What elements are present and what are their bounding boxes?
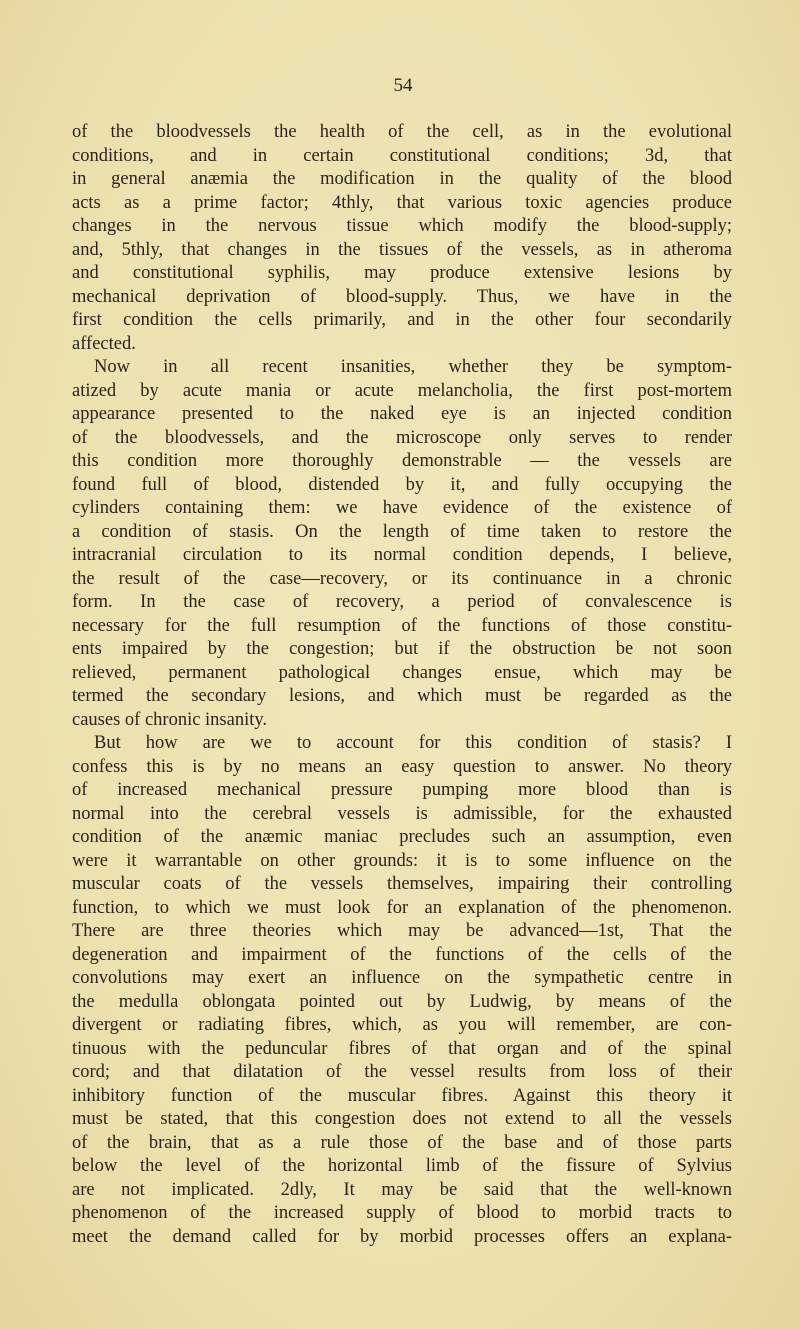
text-line: termed the secondary lesions, and which must be regarded as the: [72, 686, 732, 706]
text-line: appearance presented to the naked eye is an injected condition: [72, 404, 732, 424]
text-line: conditions, and in certain constitutional conditions; 3d, that: [72, 145, 732, 166]
text-line: changes in the nervous tissue which modify the blood-supply;: [72, 216, 732, 236]
text-line: meet the demand called for by morbid processes offers an explana-: [72, 1226, 732, 1247]
text-line: phenomenon of the increased supply of blood to morbid tracts to: [72, 1203, 732, 1223]
text-line: confess this is by no means an easy question to answer. No theory: [72, 756, 732, 777]
text-line: muscular coats of the vessels themselves, impairing their controlling: [72, 874, 732, 894]
text-line: But how are we to account for this condition of stasis? I: [94, 733, 732, 753]
text-line: in general anæmia the modification in the quality of the blood: [72, 169, 732, 189]
text-line: and, 5thly, that changes in the tissues of the vessels, as in atheroma: [72, 239, 732, 260]
text-line: There are three theories which may be advanced—1st, That the: [72, 921, 732, 941]
text-line: relieved, permanent pathological changes ensue, which may be: [72, 662, 732, 683]
text-line: of the bloodvessels the health of the cell, as in the evolutional: [72, 122, 732, 142]
text-line: of the brain, that as a rule those of the base and of those parts: [72, 1132, 732, 1153]
text-line: of increased mechanical pressure pumping more blood than is: [72, 780, 732, 800]
text-line: ents impaired by the congestion; but if the obstruction be not soon: [72, 639, 732, 659]
text-line: inhibitory function of the muscular fibres. Against this theory it: [72, 1085, 732, 1106]
text-line: must be stated, that this congestion does not extend to all the vessels: [72, 1109, 732, 1129]
text-line: the medulla oblongata pointed out by Ludwig, by means of the: [72, 991, 732, 1012]
text-line: necessary for the full resumption of the functions of those constitu-: [72, 615, 732, 636]
text-line: affected.: [72, 333, 136, 354]
text-line: are not implicated. 2dly, It may be said that the well-known: [72, 1179, 732, 1200]
text-line: cylinders containing them: we have evidence of the existence of: [72, 498, 732, 518]
text-line: form. In the case of recovery, a period of convalescence is: [72, 592, 732, 612]
text-line: this condition more thoroughly demonstrable — the vessels are: [72, 451, 732, 471]
text-line: causes of chronic insanity.: [72, 709, 268, 730]
text-line: first condition the cells primarily, and in the other four secondarily: [72, 310, 732, 330]
text-line: found full of blood, distended by it, and fully occupying the: [72, 474, 732, 495]
text-line: normal into the cerebral vessels is admissible, for the exhausted: [72, 803, 732, 824]
text-line: cord; and that dilatation of the vessel results from loss of their: [72, 1062, 732, 1082]
text-line: the result of the case—recovery, or its continuance in a chronic: [72, 568, 732, 589]
page-body-text: [72, 121, 732, 1249]
text-line: condition of the anæmic maniac precludes such an assumption, even: [72, 827, 732, 847]
text-line: function, to which we must look for an explanation of the phenomenon.: [72, 897, 732, 918]
page-number: 54: [393, 75, 413, 96]
text-line: were it warrantable on other grounds: it is to some influence on the: [72, 850, 732, 871]
text-line: tinuous with the peduncular fibres of that organ and of the spinal: [72, 1038, 732, 1059]
text-line: of the bloodvessels, and the microscope only serves to render: [72, 427, 732, 448]
text-line: intracranial circulation to its normal condition depends, I believe,: [72, 545, 732, 565]
text-line: degeneration and impairment of the functions of the cells of the: [72, 944, 732, 965]
text-line: acts as a prime factor; 4thly, that various toxic agencies produce: [72, 192, 732, 213]
text-line: divergent or radiating fibres, which, as you will remember, are con-: [72, 1015, 732, 1035]
text-line: convolutions may exert an influence on the sympathetic centre in: [72, 968, 732, 988]
text-line: a condition of stasis. On the length of time taken to restore the: [72, 521, 732, 542]
text-line: below the level of the horizontal limb of the fissure of Sylvius: [72, 1156, 732, 1176]
text-line: atized by acute mania or acute melancholia, the first post-mortem: [72, 380, 732, 401]
text-line: Now in all recent insanities, whether they be symptom-: [94, 357, 732, 377]
text-line: mechanical deprivation of blood-supply. Thus, we have in the: [72, 286, 732, 307]
text-line: and constitutional syphilis, may produce extensive lesions by: [72, 263, 732, 283]
